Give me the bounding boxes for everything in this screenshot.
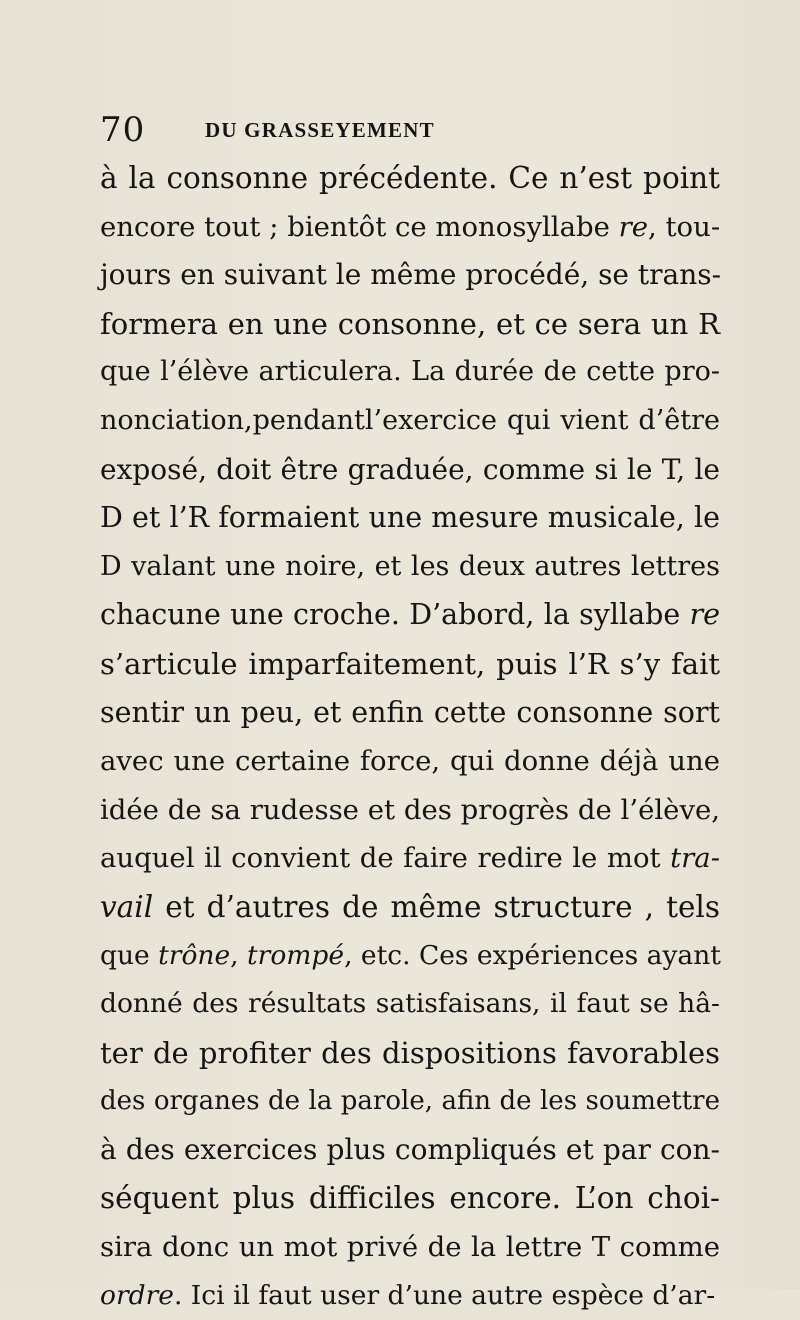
text-run: . Ici il faut user d’une autre espèce d’ar- <box>173 1279 716 1311</box>
text-line <box>100 834 720 883</box>
text-line <box>100 251 720 300</box>
text-run: ter de profiter des dispositions favorables <box>100 1035 720 1070</box>
text-line <box>100 1077 720 1126</box>
text-line <box>100 543 720 592</box>
text-line <box>100 1223 720 1272</box>
text-run: à des exercices plus compliqués et par con- <box>100 1132 720 1166</box>
text-line <box>100 348 720 397</box>
text-run: chacune une croche. D’abord, la syllabe <box>100 598 690 632</box>
text-line <box>100 591 720 640</box>
text-run: sira donc un mot privé de la lettre T comme <box>100 1231 720 1264</box>
italic-text: ordre <box>100 1279 174 1311</box>
text-line <box>100 932 720 981</box>
running-head <box>100 110 720 150</box>
text-run: , <box>230 939 248 971</box>
text-line <box>100 737 720 786</box>
italic-text: trompé <box>247 939 345 971</box>
body-text <box>100 154 720 1320</box>
text-run: que l’élève articulera. La durée de cette pro- <box>100 356 720 388</box>
text-run: nonciation,pendantl’exercice qui vient d’être <box>100 404 720 436</box>
text-line <box>100 494 720 543</box>
text-run: avec une certaine force, qui donne déjà une <box>100 745 720 778</box>
text-run: donné des résultats satisfaisans, il faut se hâ- <box>100 988 720 1020</box>
italic-text: trône <box>158 939 231 971</box>
text-run: sentir un peu, et enfin cette consonne sort <box>100 695 720 729</box>
chapter-title: DU GRASSEYEMENT <box>205 118 435 142</box>
text-line <box>100 203 720 252</box>
text-run: auquel il convient de faire redire le mot <box>100 842 671 875</box>
italic-text: re <box>689 598 720 632</box>
text-run: jours en suivant le même procédé, se trans- <box>100 258 722 292</box>
text-run: , tou- <box>648 210 721 243</box>
text-line <box>100 1029 720 1078</box>
text-run: s’articule imparfaitement, puis l’R s’y fait <box>100 646 720 681</box>
text-line <box>100 1126 720 1175</box>
text-line <box>100 1174 720 1223</box>
text-line <box>100 1272 720 1320</box>
italic-text: vail <box>100 889 154 924</box>
text-line <box>100 883 720 932</box>
text-run: encore tout ; bientôt ce monosyllabe <box>100 210 619 243</box>
italic-text: tra- <box>670 842 720 875</box>
text-run: exposé, doit être graduée, comme si le T, le <box>100 452 720 486</box>
text-line <box>100 446 720 495</box>
text-line <box>100 154 720 203</box>
text-run: idée de sa rudesse et des progrès de l’élève, <box>100 793 720 826</box>
italic-text: re <box>618 210 649 243</box>
page-number: 70 <box>100 110 146 150</box>
text-run: formera en une consonne, et ce sera un R <box>100 306 720 341</box>
text-run: D valant une noire, et les deux autres lettres <box>100 550 720 582</box>
text-run: des organes de la parole, afin de les soumettre <box>100 1086 720 1117</box>
text-line <box>100 300 720 349</box>
text-run: et d’autres de même structure , tels <box>153 889 720 924</box>
text-line <box>100 980 720 1029</box>
text-line <box>100 397 720 446</box>
text-run: , etc. Ces expériences ayant <box>344 939 721 971</box>
text-run: D et l’R formaient une mesure musicale, le <box>100 501 720 535</box>
text-run: que <box>100 939 159 971</box>
text-line <box>100 640 720 689</box>
text-line <box>100 786 720 835</box>
text-run: séquent plus difficiles encore. L’on choi- <box>100 1181 720 1216</box>
text-line <box>100 689 720 738</box>
text-run: à la consonne précédente. Ce n’est point <box>100 161 720 195</box>
